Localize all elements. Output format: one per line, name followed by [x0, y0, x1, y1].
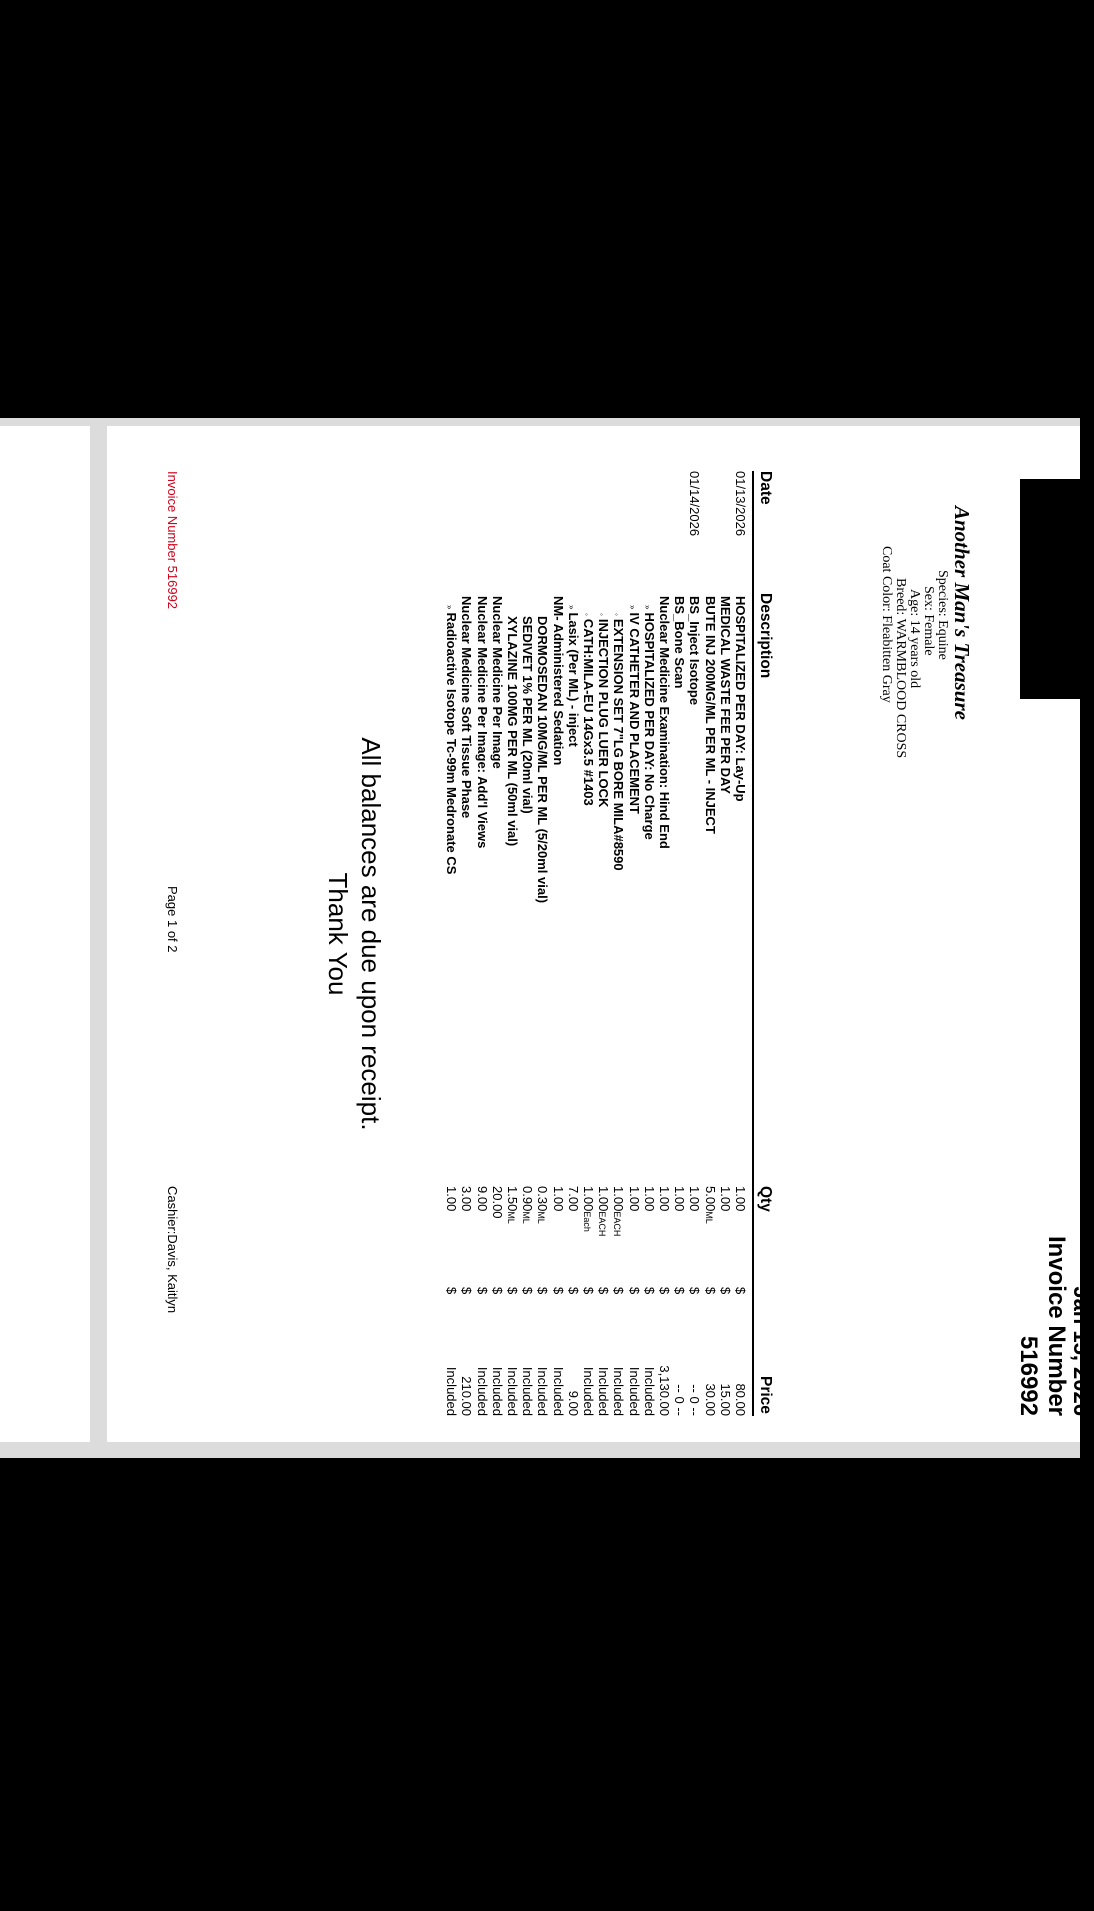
patient-name: Another Man's Treasure: [950, 506, 974, 720]
line-item-price: Included: [474, 1366, 490, 1416]
line-item-description-text: Lasix (Per ML) - inject: [565, 612, 581, 747]
line-item-qty: [627, 1186, 642, 1211]
line-item-description: [627, 605, 642, 814]
line-item-description: [611, 613, 626, 871]
line-item-qty: [672, 1186, 687, 1211]
line-item-qty-value: 1.00: [581, 1186, 596, 1212]
footer-cashier: Cashier:Davis, Kaitlyn: [165, 1186, 180, 1314]
patient-breed: Breed: WARMBLOOD CROSS: [893, 578, 908, 759]
line-item-description: [490, 593, 505, 769]
line-item-date: 01/13/2026: [733, 471, 748, 537]
line-item-qty-unit: EACH: [612, 1211, 623, 1237]
patient-coat-color: Coat Color: Fleabitten Gray: [879, 546, 894, 703]
line-item-currency: $: [687, 1287, 703, 1295]
line-item-price: Included: [611, 1366, 627, 1416]
line-item-description-text: INJECTION PLUG LUER LOCK: [596, 618, 612, 808]
column-header-price: Price: [757, 1376, 774, 1414]
footer-invoice-number: Invoice Number 516992: [165, 471, 180, 610]
line-item-currency: $: [550, 1287, 566, 1295]
line-item-price: Included: [626, 1366, 642, 1416]
line-item-qty-value: 1.00: [626, 1186, 642, 1212]
line-item-qty: [611, 1186, 626, 1236]
line-item-qty: [444, 1186, 459, 1211]
line-item-qty: [490, 1186, 505, 1219]
line-item-price: 80.00: [733, 1383, 748, 1416]
line-item-description-text: Nuclear Medicine Examination: Hind End: [657, 596, 672, 849]
line-item-description-text: EXTENSION SET 7"LG BORE MILA#8590: [611, 618, 627, 871]
line-item-description-text: MEDICAL WASTE FEE PER DAY: [717, 596, 733, 794]
line-item-description-text: BS_Inject Isotope: [687, 596, 703, 706]
line-item-description: [505, 613, 520, 846]
patient-info: [879, 506, 974, 758]
line-item-qty-value: 7.00: [565, 1186, 581, 1212]
line-item-price: Included: [550, 1366, 566, 1416]
line-item-qty: [596, 1186, 611, 1236]
line-item-currency: $: [459, 1287, 475, 1295]
line-item-currency: $: [672, 1287, 688, 1295]
patient-age: Age: 14 years old: [907, 589, 922, 689]
invoice-number-heading: [1014, 1186, 1070, 1416]
line-item-description-text: NM- Administered Sedation: [550, 596, 566, 766]
invoice-number: 516992: [1015, 1335, 1042, 1416]
line-item-price: Included: [535, 1366, 551, 1416]
line-item-qty-value: 5.00: [702, 1186, 718, 1212]
patient-species: Species: Equine: [935, 570, 950, 660]
line-item-currency: $: [520, 1287, 536, 1295]
line-item-currency: $: [733, 1287, 748, 1295]
line-item-price: Included: [581, 1366, 596, 1416]
line-item-description: [520, 613, 535, 814]
line-item-qty-value: 9.00: [474, 1186, 490, 1212]
column-header-qty: Qty: [757, 1186, 774, 1212]
line-item-qty: [581, 1186, 596, 1232]
line-item-qty-value: 3.00: [459, 1186, 475, 1212]
line-item-description-text: HOSPITALIZED PER DAY: No Charge: [641, 612, 657, 840]
line-item-currency: $: [596, 1287, 612, 1295]
line-item-qty: [505, 1186, 520, 1224]
line-item-qty-value: 0.90: [520, 1186, 536, 1212]
patient-sex: Sex: Female: [921, 586, 936, 656]
line-item-price: -- 0 --: [672, 1384, 688, 1416]
line-item-description-text: XYLAZINE 100MG PER ML (50ml vial): [505, 616, 520, 847]
line-item-currency: $: [535, 1287, 551, 1295]
line-item-currency: $: [611, 1287, 627, 1295]
line-item-description: [657, 593, 672, 849]
line-item-qty: [475, 1186, 490, 1211]
line-item-description: [596, 613, 611, 807]
line-item-marker: ◦: [597, 613, 607, 616]
line-item-description-text: DORMOSEDAN 10MG/ML PER ML (5/20ml vial): [535, 616, 551, 904]
line-item-qty: [703, 1186, 718, 1224]
line-item-currency: $: [581, 1287, 596, 1295]
line-item-description-text: Nuclear Medicine Per Image: Add'l Views: [474, 596, 490, 849]
column-header-description: Description: [757, 593, 774, 679]
invoice-page-content: [107, 426, 1094, 1442]
line-item-qty-value: 1.00: [550, 1186, 566, 1212]
column-header-date: Date: [757, 471, 774, 505]
line-item-qty-value: 20.00: [489, 1186, 505, 1219]
line-item-description: [672, 593, 687, 688]
line-item-currency: $: [444, 1287, 460, 1295]
line-item-description-text: IV CATHETER AND PLACEMENT: [626, 612, 642, 814]
balances-notice: All balances are due upon receipt.: [356, 737, 386, 1131]
line-item-qty: [657, 1186, 672, 1211]
line-item-currency: $: [641, 1287, 657, 1295]
invoice-date-cropped: Jan 15, 2026: [1069, 1286, 1094, 1416]
line-item-qty-unit: EACH: [597, 1211, 608, 1237]
line-item-qty-value: 1.50: [505, 1186, 520, 1212]
line-item-price: Included: [489, 1366, 505, 1416]
thank-you: Thank You: [323, 872, 353, 996]
line-item-description-text: Nuclear Medicine Per Image: [489, 596, 505, 769]
line-item-qty: [642, 1186, 657, 1211]
line-item-marker: ◦: [612, 613, 622, 616]
previous-page-edge[interactable]: [0, 426, 90, 1442]
line-item-currency: $: [505, 1287, 520, 1295]
line-item-price: -- 0 --: [687, 1384, 703, 1416]
line-item-price: Included: [444, 1366, 460, 1416]
line-item-description: [733, 593, 748, 802]
line-item-description: [551, 593, 566, 765]
line-item-price: Included: [596, 1366, 612, 1416]
line-item-price: Included: [520, 1366, 536, 1416]
line-item-currency: $: [717, 1287, 733, 1295]
line-item-marker: ◦: [582, 613, 591, 616]
line-item-qty-unit: ML: [506, 1211, 516, 1224]
line-item-currency: $: [474, 1287, 490, 1295]
line-item-qty-value: 1.00: [596, 1186, 612, 1212]
line-item-description: [718, 593, 733, 794]
line-item-currency: $: [565, 1287, 581, 1295]
line-item-marker: »: [566, 605, 576, 610]
line-item-qty: [687, 1186, 702, 1211]
invoice-label: Invoice Number: [1043, 1235, 1070, 1416]
line-item-marker: »: [445, 605, 455, 610]
line-item-qty: [535, 1186, 550, 1224]
line-item-date: 01/14/2026: [687, 471, 703, 537]
line-item-qty: [733, 1186, 748, 1211]
line-item-price: 210.00: [459, 1376, 475, 1416]
line-item-qty: [566, 1186, 581, 1211]
line-item-description-text: HOSPITALIZED PER DAY: Lay-Up: [733, 596, 748, 802]
line-item-price: 3,130.00: [657, 1365, 672, 1416]
line-item-description-text: Nuclear Medicine Soft Tissue Phase: [459, 596, 475, 819]
line-item-qty-value: 1.00: [641, 1186, 657, 1212]
line-item-description: [687, 593, 702, 705]
line-item-qty-unit: ML: [521, 1211, 532, 1224]
line-item-qty-unit: ML: [703, 1211, 714, 1224]
line-item-qty-unit: ML: [536, 1211, 547, 1224]
line-item-qty-value: 1.00: [733, 1186, 748, 1212]
line-item-price: 15.00: [717, 1383, 733, 1416]
redacted-block: [1020, 479, 1080, 699]
line-item-currency: $: [626, 1287, 642, 1295]
line-item-description: [475, 593, 490, 848]
line-item-description: [459, 593, 474, 818]
header-rule: [752, 471, 754, 1416]
line-item-qty-value: 1.00: [717, 1186, 733, 1212]
line-item-description: [642, 605, 657, 840]
line-item-price: Included: [505, 1366, 520, 1416]
invoice-page: [107, 426, 1094, 1442]
line-item-description-text: SEDIVET 1% PER ML (20ml vial): [520, 616, 536, 814]
line-item-qty-value: 1.00: [444, 1186, 460, 1212]
line-item-currency: $: [657, 1287, 672, 1295]
line-item-qty-value: 0.30: [535, 1186, 551, 1212]
line-item-qty-value: 1.00: [672, 1186, 688, 1212]
line-item-qty-value: 1.00: [687, 1186, 703, 1212]
line-item-description-text: BS_Bone Scan: [672, 596, 688, 689]
line-item-marker: »: [642, 605, 652, 610]
line-item-qty-unit: Each: [582, 1211, 592, 1232]
line-item-qty: [459, 1186, 474, 1211]
line-item-description: [703, 593, 718, 834]
line-item-description: [535, 613, 550, 903]
line-item-price: 30.00: [702, 1383, 718, 1416]
line-item-qty-value: 1.00: [657, 1186, 672, 1212]
line-item-description-text: BUTE INJ 200MG/ML PER ML - INJECT: [702, 596, 718, 834]
line-item-qty: [520, 1186, 535, 1224]
line-item-qty: [551, 1186, 566, 1211]
line-item-description: [581, 613, 596, 806]
line-item-description: [444, 605, 459, 874]
line-item-currency: $: [489, 1287, 505, 1295]
line-item-description-text: CATH:MILA-EU 14Gx3.5 #1403: [581, 618, 596, 806]
line-item-currency: $: [702, 1287, 718, 1295]
line-item-price: Included: [641, 1366, 657, 1416]
footer-page-number: Page 1 of 2: [165, 886, 180, 953]
line-item-marker: »: [627, 605, 637, 610]
line-item-qty: [718, 1186, 733, 1211]
document-viewer[interactable]: [0, 418, 1094, 1458]
line-item-description-text: Radioactive Isotope Tc-99m Medronate CS: [444, 612, 460, 875]
line-item-price: 9.00: [565, 1390, 581, 1416]
line-item-description: [566, 605, 581, 747]
line-item-qty-value: 1.00: [611, 1186, 627, 1212]
